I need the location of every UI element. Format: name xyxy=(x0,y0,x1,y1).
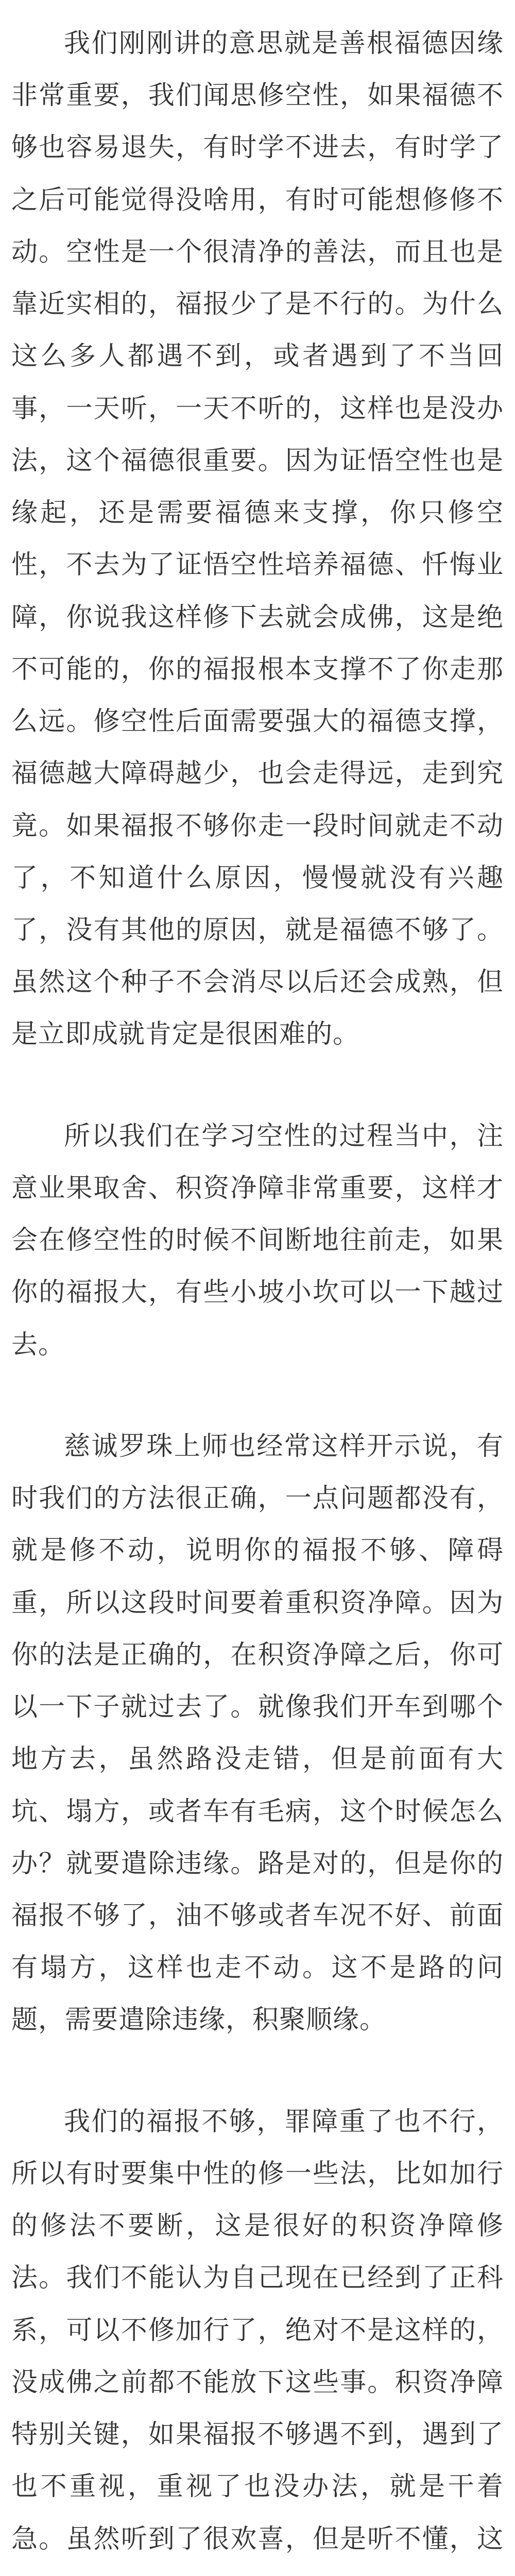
paragraph: 我们刚刚讲的意思就是善根福德因缘非常重要，我们闻思修空性，如果福德不够也容易退失，有时学不进去，有时学了之后可能觉得没啥用，有时可能想修修不动。空性是一个很清净的善法，而且也是靠近实相的，福报少了是不行的。为什么这么多人都遇不到，或者遇到了不当回事，一天听，一天不听的，这样也是没办法，这个福德很重要。因为证悟空性也是缘起，还是需要福德来支撑，你只修空性，不去为了证悟空性培养福德、忏悔业障，你说我这样修下去就会成佛，这是绝不可能的，你的福报根本支撑不了你走那么远。修空性后面需要强大的福德支撑，福德越大障碍越少，也会走得远，走到究竟。如果福报不够你走一段时间就走不动了，不知道什么原因，慢慢就没有兴趣了，没有其他的原因，就是福德不够了。虽然这个种子不会消尽以后还会成熟，但是立即成就肯定是很困难的。 xyxy=(11,28,504,1050)
paragraph: 慈诚罗珠上师也经常这样开示说，有时我们的方法很正确，一点问题都没有，就是修不动，说明你的福报不够、障碍重，所以这段时间要着重积资净障。因为你的法是正确的，在积资净障之后，你可以一下子就过去了。就像我们开车到哪个地方去，虽然路没走错，但是前面有大坑、塌方，或者车有毛病，这个时候怎么办？就要遣除违缘。路是对的，但是你的福报不够了，油不够或者车况不好、前面有塌方，这样也走不动。这不是路的问题，需要遣除违缘，积聚顺缘。 xyxy=(11,1431,504,2036)
paragraph: 我们的福报不够，罪障重了也不行，所以有时要集中性的修一些法，比如加行的修法不要断，这是很好的积资净障修法。我们不能认为自己现在已经到了正科系，可以不修加行了，绝对不是这样的，没成佛之前都不能放下这些事。积资净障特别关键，如果福报不够遇不到，遇到了也不重视，重视了也没办法，就是干着急。虽然听到了很欢喜，但是听不懂，这 xyxy=(11,2106,504,2554)
paragraph: 所以我们在学习空性的过程当中，注意业果取舍、积资净障非常重要，这样才会在修空性的时候不间断地往前走，如果你的福报大，有些小坡小坎可以一下越过去。 xyxy=(11,1121,504,1360)
